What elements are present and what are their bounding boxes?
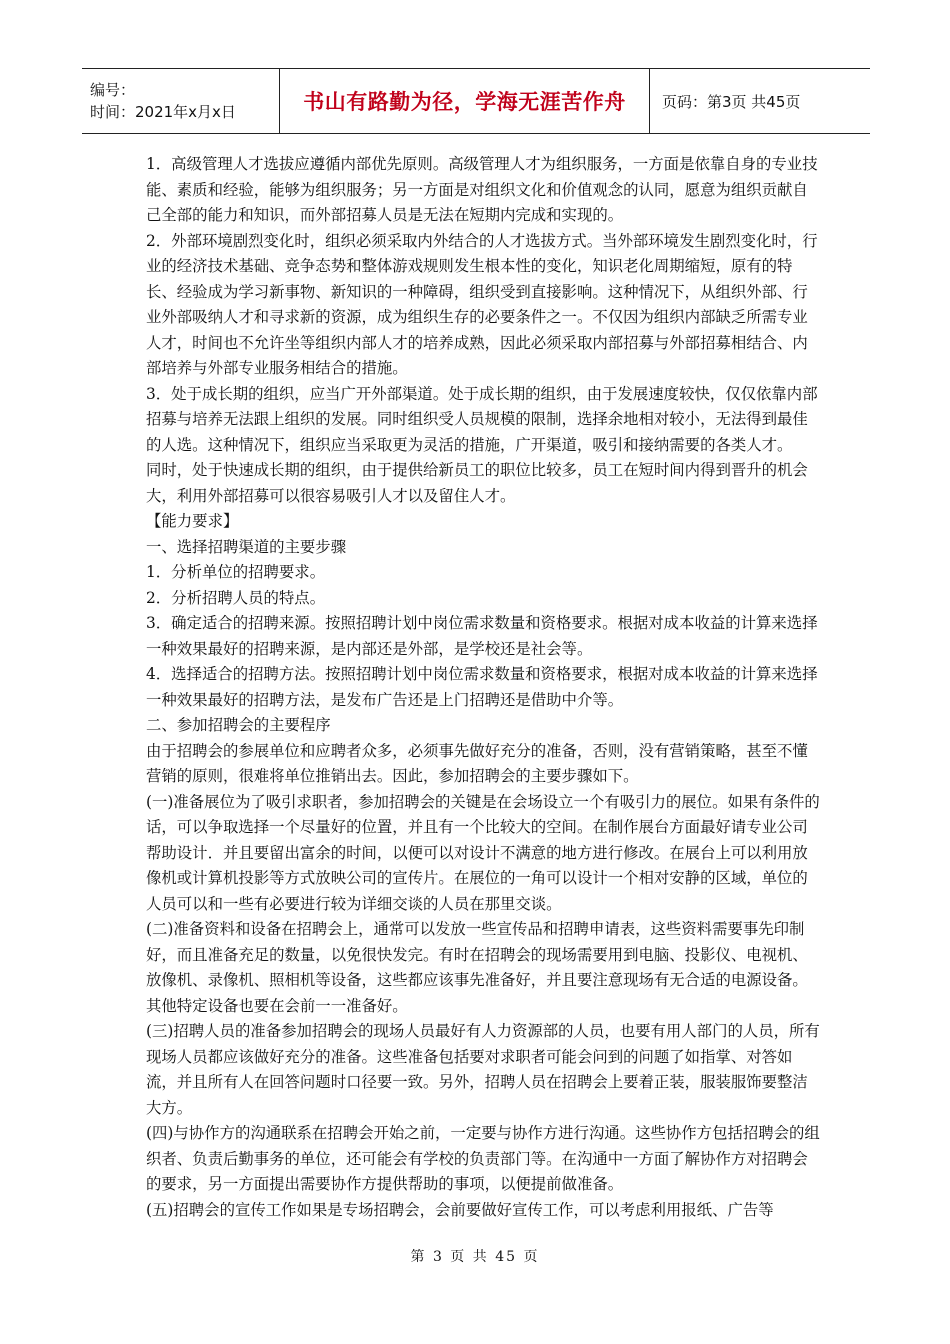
paragraph: 同时，处于快速成长期的组织，由于提供给新员工的职位比较多，员工在短时间内得到晋升的机会大，利用外部招募可以很容易吸引人才以及留住人才。 [146,461,808,505]
section-heading: 二、参加招聘会的主要程序 [146,716,331,734]
paragraph: 由于招聘会的参展单位和应聘者众多，必须事先做好充分的准备，否则，没有营销策略，甚至不懂营销的原则，很难将单位推销出去。因此，参加招聘会的主要步骤如下。 [146,741,808,785]
paragraph: 3．处于成长期的组织，应当广开外部渠道。处于成长期的组织，由于发展速度较快，仅仅依靠内部招募与培养无法跟上组织的发展。同时组织受人员规模的限制，选择余地相对较小，无法得到最佳的人选。这种情况下，组织应当采取更为灵活的措施，广开渠道，吸引和接纳需要的各类人才。 [146,384,818,454]
paragraph: (三)招聘人员的准备参加招聘会的现场人员最好有人力资源部的人员，也要有用人部门的人员，所有现场人员都应该做好充分的准备。这些准备包括要对求职者可能会问到的问题了如指掌、对答如流，并且所有人在回答问题时口径要一致。另外，招聘人员在招聘会上要着正装，服装服饰要整洁大方。 [146,1022,820,1117]
page-footer: 第 3 页 共 45 页 [410,1249,540,1265]
paragraph: (二)准备资料和设备在招聘会上，通常可以发放一些宣传品和招聘申请表，这些资料需要事先印制好，而且准备充足的数量，以免很快发完。有时在招聘会的现场需要用到电脑、投影仪、电视机、放像机、录像机、照相机等设备，这些都应该事先准备好，并且要注意现场有无合适的电源设备。其他特定设备也要在会前一一准备好。 [146,920,808,1015]
page-indicator: 页码：第3页 共45页 [662,92,801,111]
paragraph: 3．确定适合的招聘来源。按照招聘计划中岗位需求数量和资格要求。根据对成本收益的计算来选择一种效果最好的招聘来源，是内部还是外部，是学校还是社会等。 [146,614,818,658]
document-body [146,152,822,1223]
page-header [82,68,870,134]
document-number: 编号： [90,81,136,99]
header-meta [82,69,280,133]
section-heading: 一、选择招聘渠道的主要步骤 [146,537,347,556]
paragraph: (五)招聘会的宣传工作如果是专场招聘会，会前要做好宣传工作，可以考虑利用报纸、广告等 [146,1200,774,1219]
paragraph: (一)准备展位为了吸引求职者，参加招聘会的关键是在会场设立一个有吸引力的展位。如果有条件的话，可以争取选择一个尽量好的位置，并且有一个比较大的空间。在制作展台方面最好请专业公司帮助设计．并且要留出富余的时间，以便可以对设计不满意的地方进行修改。在展台上可以利用放像机或计算机投影等方式放映公司的宣传片。在展位的一角可以设计一个相对安静的区域，单位的人员可以和一些有必要进行较为详细交谈的人员在那里交谈。 [146,792,820,913]
motto: 书山有路勤为径，学海无涯苦作舟 [303,90,626,114]
paragraph: 1．高级管理人才选拔应遵循内部优先原则。高级管理人才为组织服务，一方面是依靠自身的专业技能、素质和经验，能够为组织服务；另一方面是对组织文化和价值观念的认同，愿意为组织贡献自己全部的能力和知识，而外部招募人员是无法在短期内完成和实现的。 [146,155,818,224]
paragraph: 2．外部环境剧烈变化时，组织必须采取内外结合的人才选拔方式。当外部环境发生剧烈变化时，行业的经济技术基础、竞争态势和整体游戏规则发生根本性的变化，知识老化周期缩短，原有的特长、经验成为学习新事物、新知识的一种障碍，组织受到直接影响。这种情况下，从组织外部、行业外部吸纳人才和寻求新的资源，成为组织生存的必要条件之一。不仅因为组织内部缺乏所需专业人才，时间也不允许坐等组织内部人才的培养成熟，因此必须采取内部招募与外部招募相结合、内部培养与外部专业服务相结合的措施。 [146,231,818,377]
paragraph: (四)与协作方的沟通联系在招聘会开始之前，一定要与协作方进行沟通。这些协作方包括招聘会的组织者、负责后勤事务的单位，还可能会有学校的负责部门等。在沟通中一方面了解协作方对招聘会的要求，另一方面提出需要协作方提供帮助的事项，以便提前做准备。 [146,1124,820,1193]
section-heading: 【能力要求】 [146,512,239,530]
header-motto-cell [280,69,650,133]
paragraph: 1．分析单位的招聘要求。 [146,563,326,581]
header-page-cell [650,69,870,133]
document-date: 时间：2021年x月x日 [90,103,236,121]
paragraph: 2．分析招聘人员的特点。 [146,588,326,607]
paragraph: 4．选择适合的招聘方法。按照招聘计划中岗位需求数量和资格要求，根据对成本收益的计算来选择一种效果最好的招聘方法，是发布广告还是上门招聘还是借助中介等。 [146,665,818,709]
